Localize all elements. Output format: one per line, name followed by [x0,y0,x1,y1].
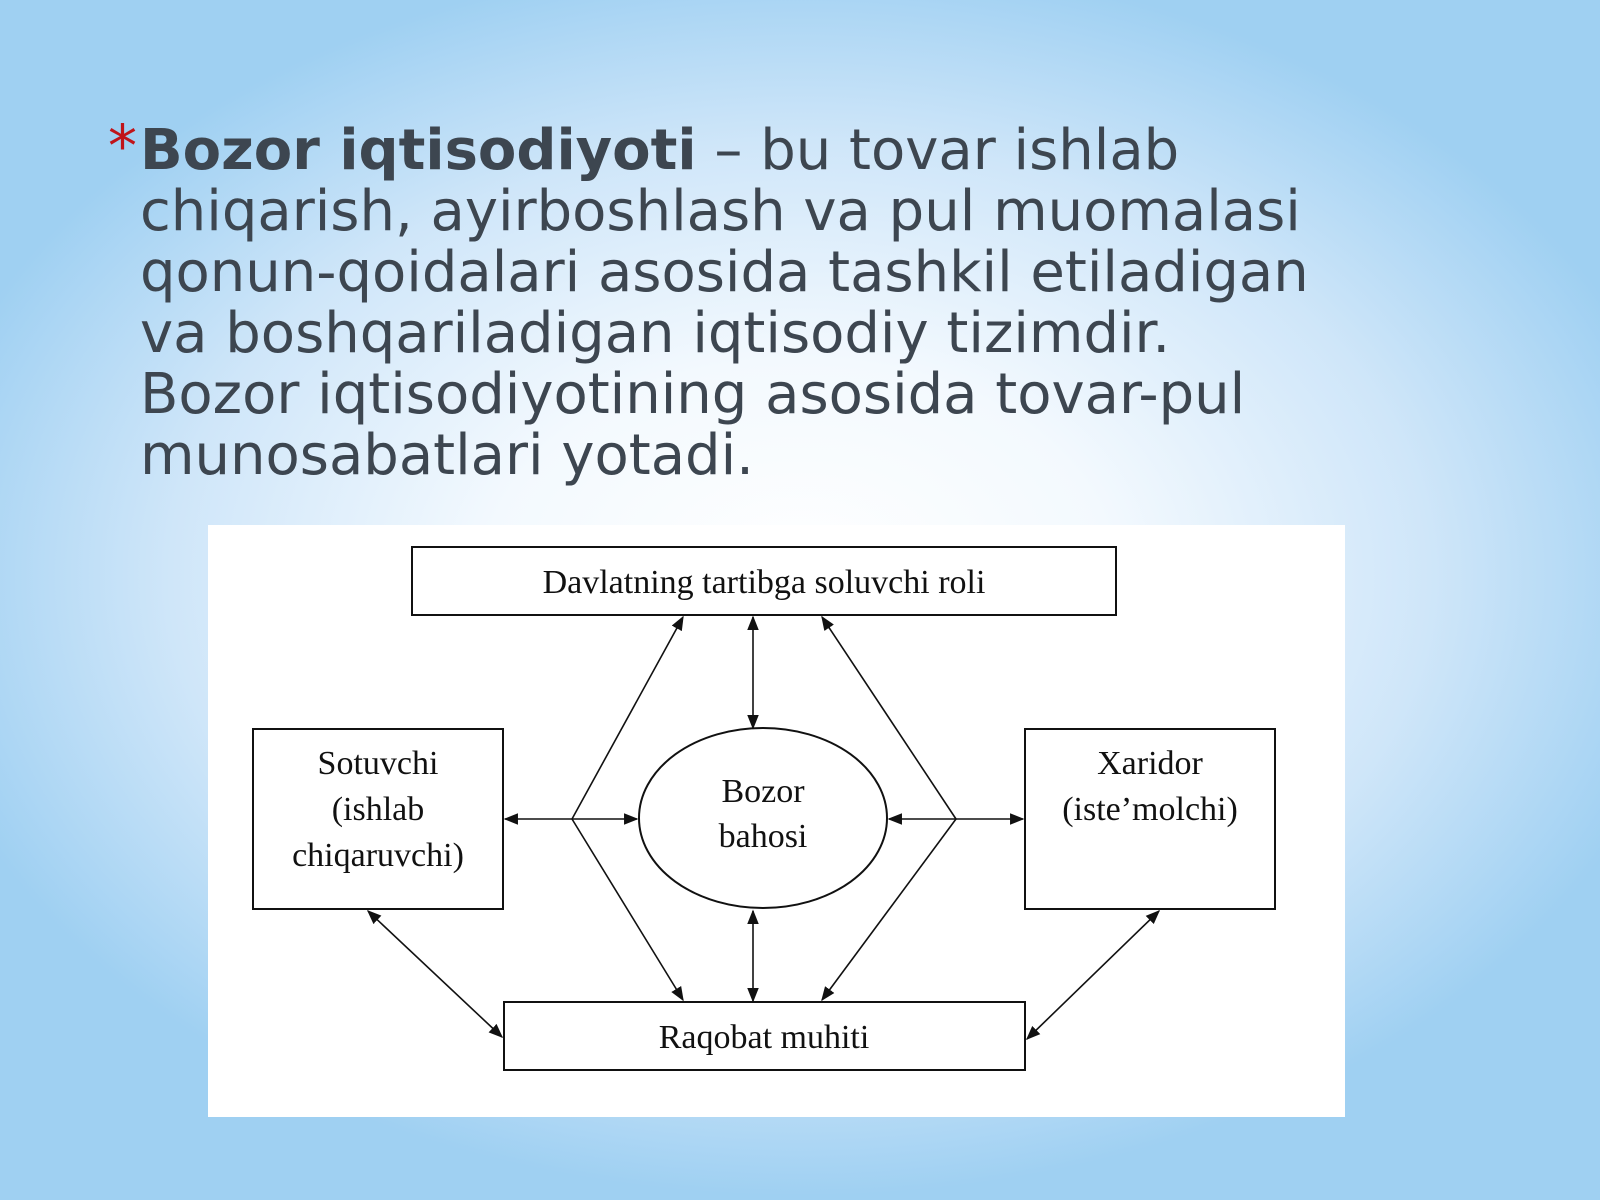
market-price-label-line-2: bahosi [718,818,808,855]
arrow-seller-competition [368,911,502,1037]
competition-label: Raqobat muhiti [658,1019,870,1056]
seller-label-line-2: (ishlab [331,791,425,828]
paragraph-line-2: chiqarish, ayirboshlash va pul muomalasi [140,179,1301,244]
diagram-canvas [208,525,1345,1117]
slide-body [108,112,1438,488]
buyer-label-line-1: Xaridor [1097,745,1203,782]
market-economy-diagram [208,525,1345,1117]
key-term: Bozor iqtisodiyoti [140,118,697,183]
seller-label-line-1: Sotuvchi [317,745,439,782]
bullet-star-icon: * [108,112,137,180]
arrow-buyer-competition [1027,911,1159,1039]
buyer-label-line-2: (iste’molchi) [1062,791,1238,828]
paragraph-line-5: Bozor iqtisodiyotining asosida tovar-pul [140,362,1246,427]
definition-paragraph [108,112,1438,488]
paragraph-line-4: va boshqariladigan iqtisodiy tizimdir. [140,301,1171,366]
paragraph-line-1 [140,120,1438,181]
paragraph-line-3: qonun-qoidalari asosida tashkil etiladigan [140,240,1309,305]
paragraph-line-6: munosabatlari yotadi. [140,423,754,488]
state-role-label: Davlatning tartibga soluvchi roli [542,564,986,601]
seller-label-line-3: chiqaruvchi) [292,837,464,874]
paragraph-line-1-text: – bu tovar ishlab [696,118,1180,183]
market-price-label-line-1: Bozor [721,773,805,810]
